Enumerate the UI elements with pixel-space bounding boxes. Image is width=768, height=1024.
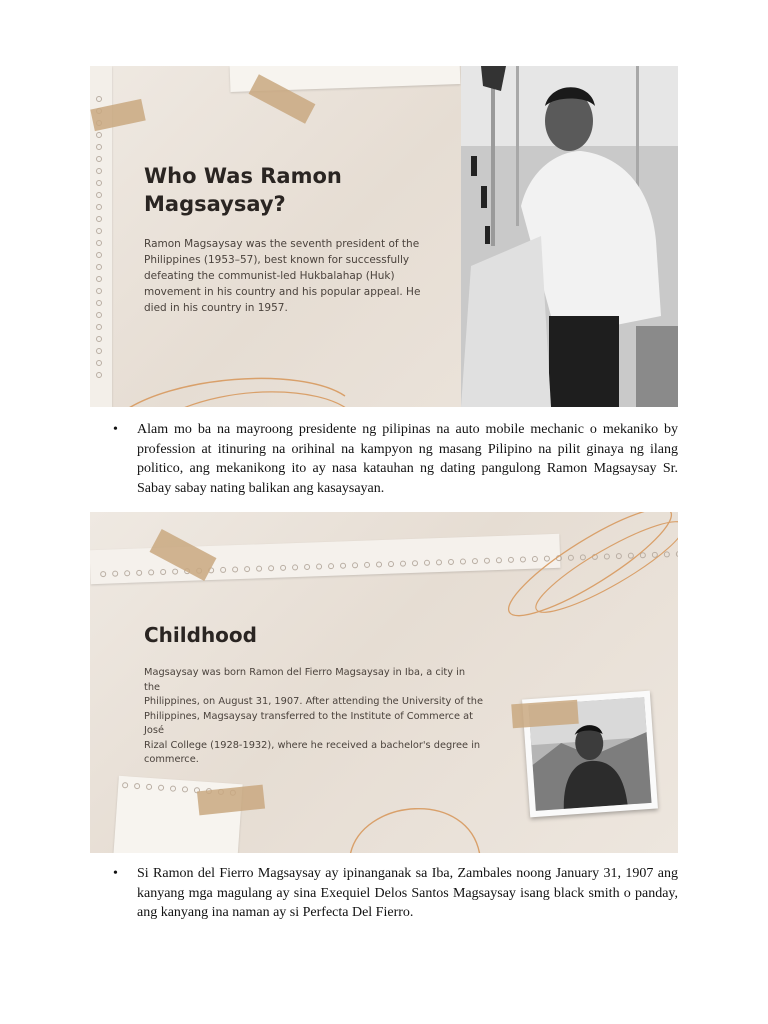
notebook-holes (96, 96, 102, 378)
decorative-arc (110, 356, 360, 407)
paragraph-text: Alam mo ba na mayroong presidente ng pilipinas na auto mobile mechanic o mekaniko by profession at itinuring na orihinal na kampyon ng masang Pilipino na pilit ginaya ng ilang politico, ang mekanikong ito ay nasa katauhan ng dating pangulong Ramon Magsaysay Sr. Sabay sabay nating balikan ang kasaysayan. (137, 422, 679, 496)
slide-body: Ramon Magsaysay was the seventh president of the Philippines (1953–57), best known for successfully defeating the communist-led Hukbalahap (Huk) movement in his country and his popular appeal. He died in his country in 1957. (144, 238, 421, 314)
slide-title: Childhood (144, 623, 257, 647)
slide-body: Magsaysay was born Ramon del Fierro Magsaysay in Iba, a city in the Philippines, on August 31, 1907. After attending the University of the Philippines, Magsaysay transferred to the Institute of Commerce at José Rizal College (1928-1932), where he received a bachelor's degree in commerce. (144, 667, 483, 765)
slide-childhood (90, 512, 678, 853)
paragraph-text: Si Ramon del Fierro Magsaysay ay ipinanganak sa Iba, Zambales noong January 31, 1907 ang kanyang mga magulang ay sina Exequiel Delos Santos Magsaysay isang black smith o panday, ang kanyang ina naman ay si Perfecta Del Fierro. (137, 866, 679, 920)
magsaysay-speech-photo-illustration (461, 66, 678, 407)
bullet-paragraph (113, 864, 678, 923)
magsaysay-speech-photo (461, 66, 678, 407)
bullet-marker: • (113, 866, 118, 881)
slide-title: Who Was Ramon Magsaysay? (144, 164, 342, 216)
slide-who-was-ramon-magsaysay (90, 66, 678, 407)
bullet-marker: • (113, 422, 118, 437)
decorative-ovals (490, 512, 678, 622)
bullet-paragraph (113, 420, 678, 498)
tape-strip (511, 700, 579, 729)
decorative-arc (340, 788, 490, 853)
